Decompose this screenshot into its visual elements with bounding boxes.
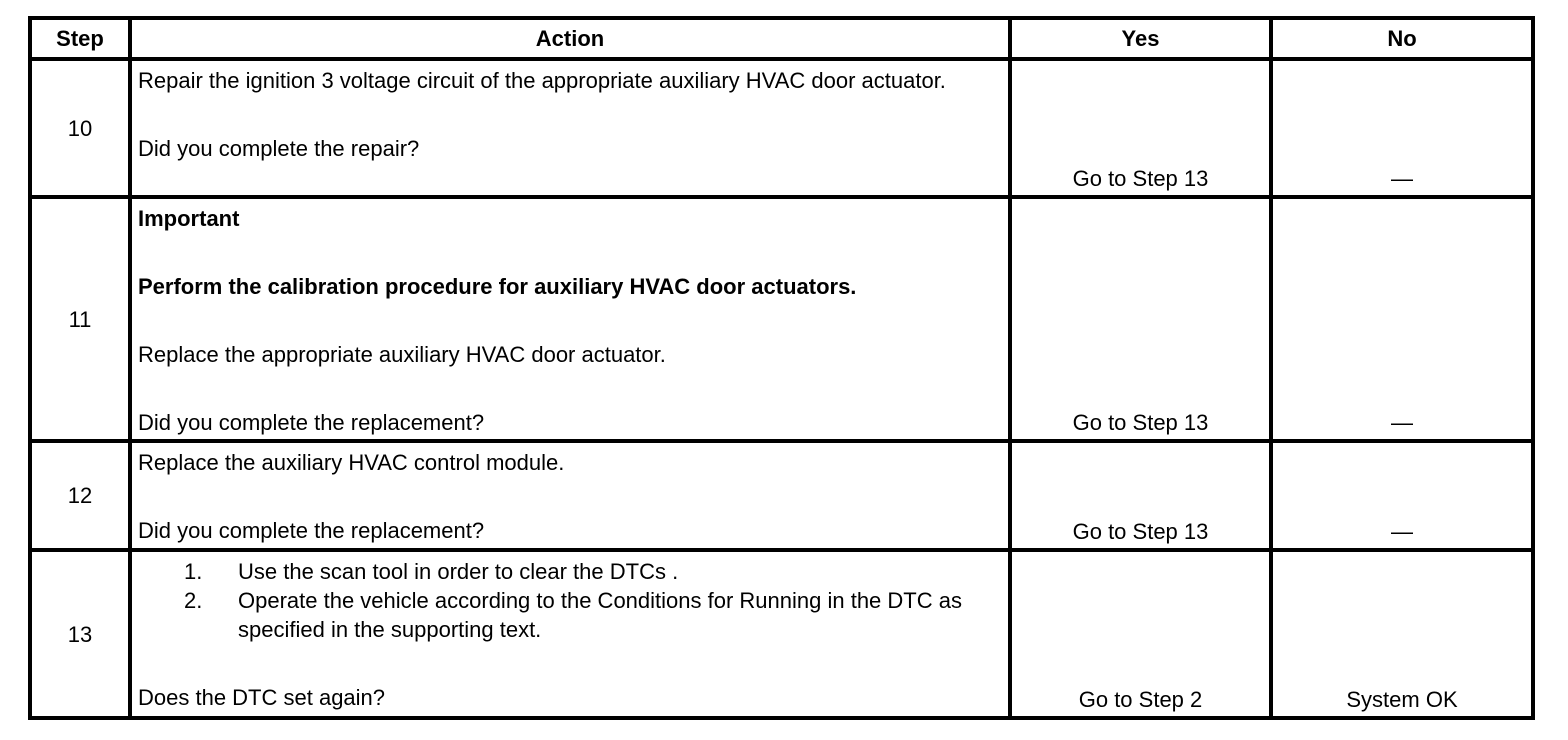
list-item-number: 2.	[184, 588, 203, 613]
table-row	[30, 59, 1533, 197]
step-number: 12	[30, 441, 130, 550]
no-result: System OK	[1271, 550, 1533, 718]
yes-result: Go to Step 2	[1010, 550, 1271, 718]
important-text: Perform the calibration procedure for auxiliary HVAC door actuators.	[138, 274, 857, 299]
list-item-text: Use the scan tool in order to clear the DTCs .	[238, 559, 679, 584]
list-item	[138, 557, 1004, 586]
header-no: No	[1271, 18, 1533, 59]
yes-result: Go to Step 13	[1010, 197, 1271, 441]
table-row	[30, 550, 1533, 718]
header-yes: Yes	[1010, 18, 1271, 59]
action-question: Did you complete the repair?	[138, 136, 420, 161]
action-cell	[130, 550, 1010, 718]
procedure-list	[138, 557, 1004, 644]
action-question: Does the DTC set again?	[138, 685, 386, 710]
important-label: Important	[138, 206, 240, 231]
no-result: —	[1271, 59, 1533, 197]
header-action: Action	[130, 18, 1010, 59]
yes-result: Go to Step 13	[1010, 441, 1271, 550]
action-text: Replace the auxiliary HVAC control module.	[138, 450, 565, 475]
step-number: 13	[30, 550, 130, 718]
table-row	[30, 197, 1533, 441]
action-question: Did you complete the replacement?	[138, 410, 485, 435]
table-row	[30, 441, 1533, 550]
no-result: —	[1271, 441, 1533, 550]
diagnostic-table	[28, 16, 1535, 720]
yes-result: Go to Step 13	[1010, 59, 1271, 197]
list-item-number: 1.	[184, 559, 203, 584]
action-cell	[130, 59, 1010, 197]
step-number: 10	[30, 59, 130, 197]
action-text: Replace the appropriate auxiliary HVAC door actuator.	[138, 342, 666, 367]
list-item	[138, 586, 1004, 644]
action-cell	[130, 197, 1010, 441]
header-step: Step	[30, 18, 130, 59]
action-text: Repair the ignition 3 voltage circuit of the appropriate auxiliary HVAC door actuator.	[138, 68, 946, 93]
action-question: Did you complete the replacement?	[138, 518, 485, 543]
header-row	[30, 18, 1533, 59]
no-result: —	[1271, 197, 1533, 441]
action-cell	[130, 441, 1010, 550]
list-item-text: Operate the vehicle according to the Conditions for Running in the DTC as specified in the supporting text.	[238, 588, 962, 642]
step-number: 11	[30, 197, 130, 441]
